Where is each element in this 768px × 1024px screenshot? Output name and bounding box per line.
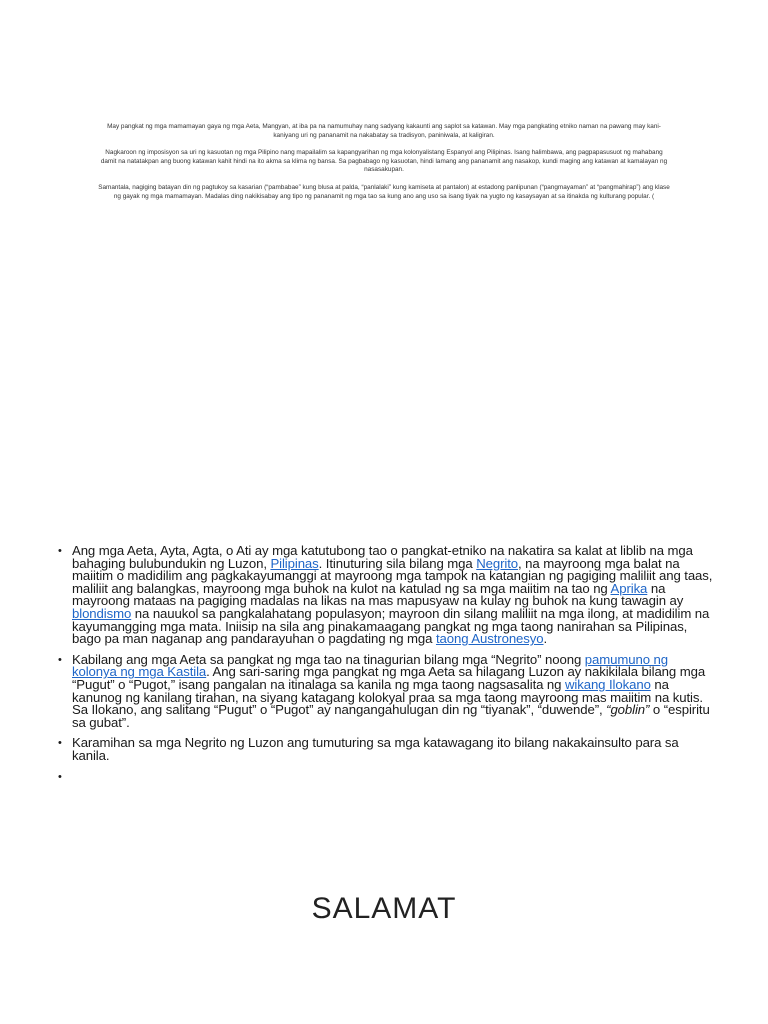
bullet-text: Kabilang ang mga Aeta sa pangkat ng mga tao na tinagurian bilang mga “Negrito” noong xyxy=(72,651,585,667)
intro-paragraph: Nagkaroon ng imposisyon sa uri ng kasuotan ng mga Pilipino nang mapailalim sa kapangyarihan ng mga kolonyalistang Espanyol ang Pilipinas. Isang halimbawa, ang pagpapasusuot ng mahabang damit na natatakpan ang buong katawan kahit hindi na ito akma sa klima ng bansa. Sa pagbabago ng kasuotan, hindi lamang ang pananamit ang nasakop, kundi maging ang katawan at kamalayan ng nasasakupan. xyxy=(100,149,668,174)
bullet-marker: • xyxy=(58,737,62,750)
bullet-item-insult xyxy=(56,737,716,762)
bullet-item-aeta-description xyxy=(56,545,716,646)
bullet-marker: • xyxy=(58,653,62,666)
closing-title: SALAMAT xyxy=(311,892,457,925)
bullet-text: Karamihan sa mga Negrito ng Luzon ang tumuturing sa mga katawagang ito bilang nakakainsulto para sa kanila. xyxy=(72,735,679,763)
link-aprika[interactable]: Aprika xyxy=(610,580,648,596)
bullet-text: . Itinuturing sila bilang mga xyxy=(318,555,477,571)
bullet-item-negrito-pugot xyxy=(56,651,716,730)
bullet-marker: • xyxy=(58,770,62,783)
link-negrito[interactable]: Negrito xyxy=(476,555,519,571)
bullet-text: na nauukol sa pangkalahatang populasyon; mayroon din silang maliliit na mga ilong, at madidilim na kayumangging mga mata. Iniisip na sila ang pinakamaagang pangkat ng mga taong nanirahan sa Pilipinas, bago pa man naganap ang pandarayuhan o pagdating ng mga xyxy=(72,605,710,647)
link-pamumuno-kolonya[interactable]: pamumuno ng kolonya ng mga Kastila xyxy=(72,651,668,680)
link-pilipinas[interactable]: Pilipinas xyxy=(270,555,319,571)
bullet-italic-text: “goblin” xyxy=(606,702,650,718)
link-wikang-ilokano[interactable]: wikang Ilokano xyxy=(564,676,651,692)
bullet-list xyxy=(56,543,716,783)
intro-text-block xyxy=(98,123,670,210)
intro-paragraph: Samantala, nagiging batayan din ng pagtukoy sa kasarian (“pambabae” kung blusa at palda, “panlalaki” kung kamiseta at pantalon) at estadong panlipunan (“pangmayaman” at “pangmahirap”) ang klase ng gayak ng mga mamamayan. Madalas ding nakikisabay ang tipo ng pananamit ng mga tao sa kung ano ang uso sa isang tiyak na yugto ng kasaysayan at sa itinakda ng kulturang popular. ( xyxy=(98,183,670,200)
bullet-text: , na mayroong mga balat na maiitim o madidilim ang pagkakayumanggi at mayroong mga tampok na katangian ng pagiging maliliit ang taas, maliliit ang balangkas, mayroong mga buhok na kulot na katulad ng sa mga maiitim na tao ng xyxy=(72,555,713,596)
bullet-text: Ang mga Aeta, Ayta, Agta, o Ati ay mga katutubong tao o pangkat-etniko na nakatira sa kalat at liblib na mga bahaging bulubundukin ng Luzon, xyxy=(72,543,693,571)
bullet-text: na kanunog ng kanilang tirahan, na siyang katagang kolokyal praa sa mga taong mayroong mas maiitim na kutis. Sa Ilokano, ang salitang “Pugut” o “Pugot” ay nangangahulugan din ng “tiyanak”, “duwende”, xyxy=(72,676,703,718)
bullet-text: . Ang sari-saring mga pangkat ng mga Aeta sa hilagang Luzon ay nakikilala bilang mga “Pugut” o “Pugot,” isang pangalan na itinalaga sa kanila ng mga taong nagsasalita ng xyxy=(72,664,706,692)
bullet-text: o “espiritu sa gubat”. xyxy=(72,702,710,730)
intro-paragraph: May pangkat ng mga mamamayan gaya ng mga Aeta, Mangyan, at iba pa na namumuhay nang sadyang kakaunti ang saplot sa katawan. May mga pangkating etniko naman na pawang may kani-kaniyang uri ng pananamit na nakabatay sa tradisyon, paniniwala, at kaligiran. xyxy=(107,123,661,139)
link-blondismo[interactable]: blondismo xyxy=(72,605,132,621)
link-taong-austronesyo[interactable]: taong Austronesyo xyxy=(435,631,544,647)
bullet-text: na mayroong mataas na pagiging madalas na likas na mas mapusyaw na kulay ng buhok na kung tawagin ay xyxy=(72,580,684,609)
bullet-text: . xyxy=(543,631,548,647)
bullet-marker: • xyxy=(58,545,62,557)
